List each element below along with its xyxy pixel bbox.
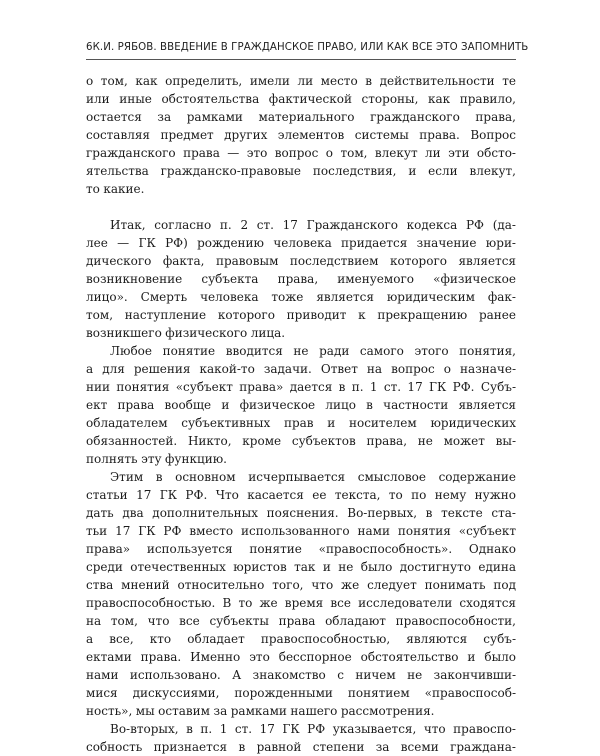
- text-line: том, наступление которого приводит к прекращению ранее: [86, 308, 516, 322]
- text-line: собность признается в равной степени за всеми граждана-: [86, 740, 516, 754]
- text-line: полнять эту функцию.: [86, 452, 227, 466]
- paragraph: [86, 72, 516, 198]
- text-line: Во-вторых, в п. 1 ст. 17 ГК РФ указывается, что правоспо-: [110, 722, 516, 736]
- paragraph: [86, 342, 516, 468]
- text-line: права» используется понятие «правоспособность». Однако: [86, 542, 516, 556]
- text-line: ект права вообще и физическое лицо в частности является: [86, 398, 516, 412]
- text-line: на том, что все субъекты права обладают правоспособности,: [86, 614, 516, 628]
- text-line: ятельства гражданско-правовые последствия, и если влекут,: [86, 164, 516, 178]
- text-line: а все, кто обладает правоспособностью, являются субъ-: [86, 632, 516, 646]
- text-line: остается за рамками материального гражданского права,: [86, 110, 516, 124]
- text-line: среди отечественных юристов так и не было достигнуто едина: [86, 560, 516, 574]
- text-line: ектами права. Именно это бесспорное обстоятельство и было: [86, 650, 516, 664]
- header-rule: [86, 59, 516, 60]
- text-line: составляя предмет других элементов системы права. Вопрос: [86, 128, 516, 142]
- text-line: ность», мы оставим за рамками нашего рассмотрения.: [86, 704, 435, 718]
- running-head: [86, 42, 529, 53]
- text-line: дического факта, правовым последствием которого является: [86, 254, 516, 268]
- paragraph-gap: [86, 198, 516, 216]
- text-line: о том, как определить, имели ли место в действительности те: [86, 74, 516, 88]
- text-line: статьи 17 ГК РФ. Что касается ее текста, то по нему нужно: [86, 488, 516, 502]
- page-number: 6: [86, 42, 93, 53]
- text-line: Итак, согласно п. 2 ст. 17 Гражданского кодекса РФ (да-: [110, 218, 516, 232]
- text-line: Этим в основном исчерпывается смысловое содержание: [110, 470, 516, 484]
- running-title: К.И. РЯБОВ. ВВЕДЕНИЕ В ГРАЖДАНСКОЕ ПРАВО, ИЛИ КАК ВСЕ ЭТО ЗАПОМНИТЬ: [92, 42, 529, 53]
- text-line: а для решения какой-то задачи. Ответ на вопрос о назначе-: [86, 362, 516, 376]
- text-line: обладателем субъективных прав и носителем юридических: [86, 416, 516, 430]
- text-line: лее — ГК РФ) рождению человека придается значение юри-: [86, 236, 516, 250]
- text-line: гражданского права — это вопрос о том, влекут ли эти обсто-: [86, 146, 516, 160]
- text-line: возникновение субъекта права, именуемого «физическое: [86, 272, 516, 286]
- text-line: мися дискуссиями, порожденными понятием «правоспособ-: [86, 686, 516, 700]
- paragraph: [86, 468, 516, 720]
- text-line: или иные обстоятельства фактической стороны, как правило,: [86, 92, 516, 106]
- text-line: ства мнений относительно того, что же следует понимать под: [86, 578, 516, 592]
- paragraph: [86, 720, 516, 756]
- text-line: нами использовано. А знакомство с ничем не закончивши-: [86, 668, 516, 682]
- text-line: нии понятия «субъект права» дается в п. 1 ст. 17 ГК РФ. Субъ-: [86, 380, 516, 394]
- text-line: обязанностей. Никто, кроме субъектов права, не может вы-: [86, 434, 516, 448]
- body-text: [86, 72, 516, 756]
- paragraph: [86, 216, 516, 342]
- text-line: Любое понятие вводится не ради самого этого понятия,: [110, 344, 516, 358]
- text-line: то какие.: [86, 182, 145, 196]
- text-line: тьи 17 ГК РФ вместо использованного нами понятия «субъект: [86, 524, 516, 538]
- text-line: дать два дополнительных пояснения. Во-первых, в тексте ста-: [86, 506, 516, 520]
- text-line: возникшего физического лица.: [86, 326, 286, 340]
- text-line: лицо». Смерть человека тоже является юридическим фак-: [86, 290, 516, 304]
- text-line: правоспособностью. В то же время все исследователи сходятся: [86, 596, 516, 610]
